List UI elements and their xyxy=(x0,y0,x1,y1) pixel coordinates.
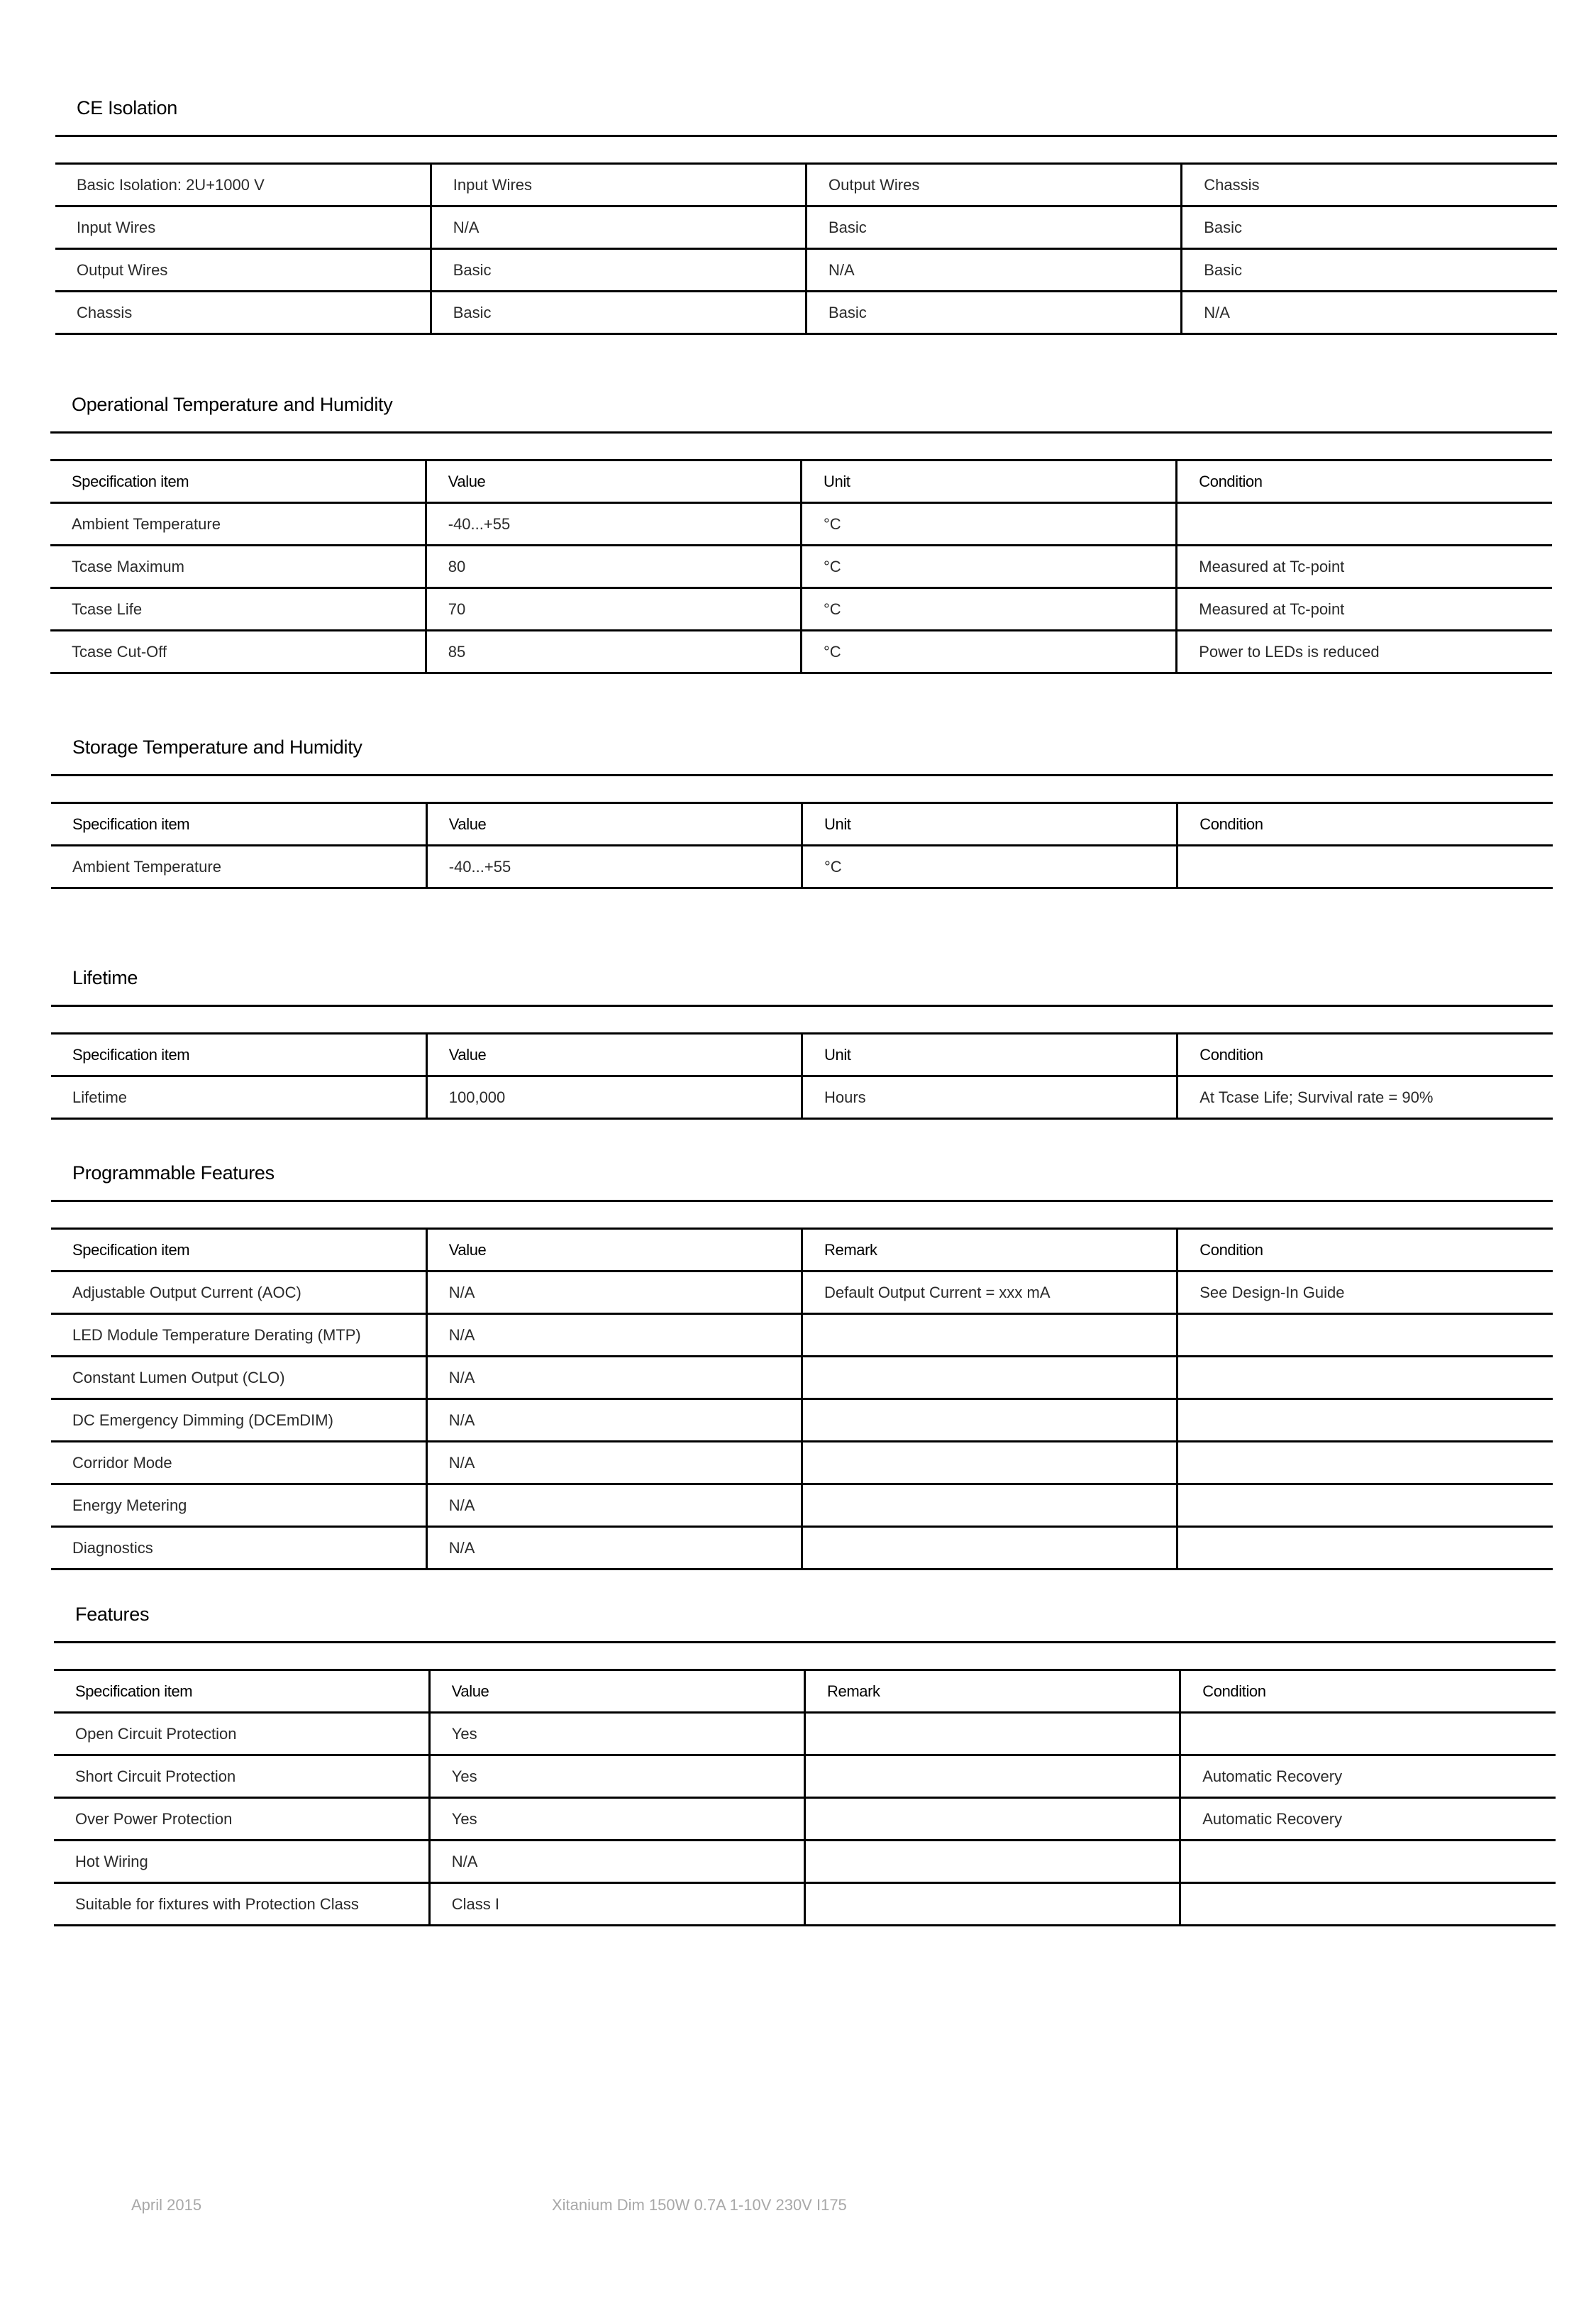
column-header: Specification item xyxy=(54,1670,429,1713)
table-cell xyxy=(1180,1713,1556,1755)
table-row xyxy=(51,1314,1553,1357)
column-header: Condition xyxy=(1177,460,1552,503)
table-cell xyxy=(805,1755,1180,1798)
table-cell: Yes xyxy=(429,1713,804,1755)
table-row xyxy=(51,1076,1553,1119)
table-row xyxy=(54,1755,1556,1798)
table-cell xyxy=(802,1399,1177,1442)
table-cell: 85 xyxy=(426,631,801,673)
table-cell xyxy=(802,1314,1177,1357)
column-header: Unit xyxy=(802,803,1177,846)
section-title: Lifetime xyxy=(72,966,138,988)
table-row xyxy=(50,546,1552,588)
table-row xyxy=(55,249,1557,292)
table-header-row xyxy=(51,803,1553,846)
section-title: Features xyxy=(75,1603,150,1625)
column-header: Value xyxy=(429,1670,804,1713)
table-cell: Power to LEDs is reduced xyxy=(1177,631,1552,673)
column-header: Condition xyxy=(1177,1229,1553,1271)
table-row xyxy=(51,1357,1553,1399)
table-cell: Open Circuit Protection xyxy=(54,1713,429,1755)
section-storage-temperature xyxy=(51,720,1553,889)
table-cell xyxy=(802,1442,1177,1484)
table-row xyxy=(55,206,1557,249)
table-cell: Yes xyxy=(429,1798,804,1841)
table-row xyxy=(55,292,1557,334)
table-cell: N/A xyxy=(426,1442,802,1484)
table-cell: Basic xyxy=(431,249,806,292)
table-cell: Diagnostics xyxy=(51,1527,426,1569)
table-cell: At Tcase Life; Survival rate = 90% xyxy=(1177,1076,1553,1119)
table-cell: Input Wires xyxy=(431,164,806,206)
table-cell: Automatic Recovery xyxy=(1180,1798,1556,1841)
table-cell: Measured at Tc-point xyxy=(1177,588,1552,631)
table-cell xyxy=(1177,846,1553,888)
column-header: Unit xyxy=(802,1034,1177,1076)
table-cell: N/A xyxy=(426,1399,802,1442)
column-header: Specification item xyxy=(51,803,426,846)
table-cell: 80 xyxy=(426,546,801,588)
table-cell: 70 xyxy=(426,588,801,631)
table-cell: 100,000 xyxy=(426,1076,802,1119)
table-cell xyxy=(805,1841,1180,1883)
table-cell: Default Output Current = xxx mA xyxy=(802,1271,1177,1314)
table-cell: See Design-In Guide xyxy=(1177,1271,1553,1314)
table-cell: -40...+55 xyxy=(426,503,801,546)
column-header: Specification item xyxy=(51,1034,426,1076)
table-row xyxy=(51,1442,1553,1484)
table-cell: Chassis xyxy=(1182,164,1557,206)
table-cell: Output Wires xyxy=(807,164,1182,206)
table-cell: N/A xyxy=(426,1484,802,1527)
section-title: CE Isolation xyxy=(77,96,177,118)
table-cell xyxy=(802,1357,1177,1399)
column-header: Condition xyxy=(1177,1034,1553,1076)
table-cell: Input Wires xyxy=(55,206,431,249)
table-cell: Ambient Temperature xyxy=(50,503,426,546)
lifetime-table xyxy=(51,1032,1553,1120)
table-cell: Basic xyxy=(807,206,1182,249)
table-cell: N/A xyxy=(429,1841,804,1883)
table-header-row xyxy=(51,1229,1553,1271)
section-title: Storage Temperature and Humidity xyxy=(72,736,362,758)
table-cell: Tcase Maximum xyxy=(50,546,426,588)
section-title: Programmable Features xyxy=(72,1162,275,1184)
table-cell: °C xyxy=(802,503,1177,546)
table-cell: Output Wires xyxy=(55,249,431,292)
table-cell: Basic xyxy=(1182,249,1557,292)
table-row xyxy=(50,588,1552,631)
table-cell: Tcase Cut-Off xyxy=(50,631,426,673)
table-cell xyxy=(805,1883,1180,1926)
table-header-row xyxy=(50,460,1552,503)
table-cell: N/A xyxy=(807,249,1182,292)
table-cell: Hot Wiring xyxy=(54,1841,429,1883)
table-cell: DC Emergency Dimming (DCEmDIM) xyxy=(51,1399,426,1442)
table-cell: -40...+55 xyxy=(426,846,802,888)
table-row xyxy=(51,1527,1553,1569)
section-rule xyxy=(54,1641,1556,1643)
column-header: Unit xyxy=(802,460,1177,503)
table-cell: Basic Isolation: 2U+1000 V xyxy=(55,164,431,206)
section-lifetime xyxy=(51,951,1553,1120)
table-cell: Energy Metering xyxy=(51,1484,426,1527)
table-cell: Constant Lumen Output (CLO) xyxy=(51,1357,426,1399)
table-cell: N/A xyxy=(426,1357,802,1399)
column-header: Value xyxy=(426,803,802,846)
section-rule xyxy=(51,1005,1553,1007)
table-cell: N/A xyxy=(426,1314,802,1357)
features-table xyxy=(54,1669,1556,1926)
table-row xyxy=(51,1399,1553,1442)
table-cell: °C xyxy=(802,631,1177,673)
section-rule xyxy=(51,1200,1553,1202)
table-row xyxy=(54,1713,1556,1755)
table-row xyxy=(50,631,1552,673)
table-cell: N/A xyxy=(1182,292,1557,334)
column-header: Specification item xyxy=(51,1229,426,1271)
footer-product-name: Xitanium Dim 150W 0.7A 1-10V 230V I175 xyxy=(552,2196,847,2214)
table-cell xyxy=(1180,1883,1556,1926)
ce-isolation-table xyxy=(55,162,1557,335)
table-cell xyxy=(1177,1357,1553,1399)
table-cell: Basic xyxy=(431,292,806,334)
table-row xyxy=(51,846,1553,888)
operational-temperature-table xyxy=(50,459,1552,674)
column-header: Value xyxy=(426,1229,802,1271)
table-row xyxy=(54,1841,1556,1883)
section-operational-temperature xyxy=(50,377,1552,674)
table-cell: Tcase Life xyxy=(50,588,426,631)
table-cell xyxy=(1180,1841,1556,1883)
table-cell xyxy=(1177,1399,1553,1442)
table-cell: °C xyxy=(802,546,1177,588)
table-cell: Basic xyxy=(807,292,1182,334)
table-cell: Measured at Tc-point xyxy=(1177,546,1552,588)
column-header: Value xyxy=(426,460,801,503)
table-row xyxy=(55,164,1557,206)
table-header-row xyxy=(54,1670,1556,1713)
table-cell xyxy=(802,1484,1177,1527)
table-cell: Yes xyxy=(429,1755,804,1798)
table-cell: Chassis xyxy=(55,292,431,334)
table-row xyxy=(51,1484,1553,1527)
section-programmable-features xyxy=(51,1146,1553,1570)
table-cell: N/A xyxy=(426,1527,802,1569)
column-header: Remark xyxy=(805,1670,1180,1713)
table-cell: Automatic Recovery xyxy=(1180,1755,1556,1798)
table-cell: Corridor Mode xyxy=(51,1442,426,1484)
section-title: Operational Temperature and Humidity xyxy=(72,393,393,415)
section-rule xyxy=(55,135,1557,137)
table-cell: Hours xyxy=(802,1076,1177,1119)
storage-temperature-table xyxy=(51,802,1553,889)
table-cell: LED Module Temperature Derating (MTP) xyxy=(51,1314,426,1357)
table-header-row xyxy=(51,1034,1553,1076)
table-cell: Adjustable Output Current (AOC) xyxy=(51,1271,426,1314)
table-cell: Lifetime xyxy=(51,1076,426,1119)
table-cell: Class I xyxy=(429,1883,804,1926)
footer-date: April 2015 xyxy=(131,2196,202,2214)
table-row xyxy=(54,1798,1556,1841)
column-header: Condition xyxy=(1180,1670,1556,1713)
table-cell: Short Circuit Protection xyxy=(54,1755,429,1798)
column-header: Remark xyxy=(802,1229,1177,1271)
section-rule xyxy=(51,774,1553,776)
column-header: Specification item xyxy=(50,460,426,503)
table-cell: Basic xyxy=(1182,206,1557,249)
table-row xyxy=(50,503,1552,546)
section-rule xyxy=(50,431,1552,434)
section-ce-isolation xyxy=(55,81,1557,335)
table-cell: °C xyxy=(802,846,1177,888)
table-row xyxy=(51,1271,1553,1314)
table-cell: N/A xyxy=(426,1271,802,1314)
section-features xyxy=(54,1587,1556,1926)
table-cell xyxy=(1177,1527,1553,1569)
table-cell xyxy=(1177,1442,1553,1484)
column-header: Value xyxy=(426,1034,802,1076)
table-cell: N/A xyxy=(431,206,806,249)
table-cell xyxy=(805,1713,1180,1755)
column-header: Condition xyxy=(1177,803,1553,846)
table-cell xyxy=(805,1798,1180,1841)
table-cell: Suitable for fixtures with Protection Class xyxy=(54,1883,429,1926)
programmable-features-table xyxy=(51,1228,1553,1570)
table-cell xyxy=(1177,503,1552,546)
table-row xyxy=(54,1883,1556,1926)
table-cell xyxy=(1177,1484,1553,1527)
table-cell: °C xyxy=(802,588,1177,631)
table-cell: Ambient Temperature xyxy=(51,846,426,888)
table-cell xyxy=(1177,1314,1553,1357)
table-cell: Over Power Protection xyxy=(54,1798,429,1841)
table-cell xyxy=(802,1527,1177,1569)
